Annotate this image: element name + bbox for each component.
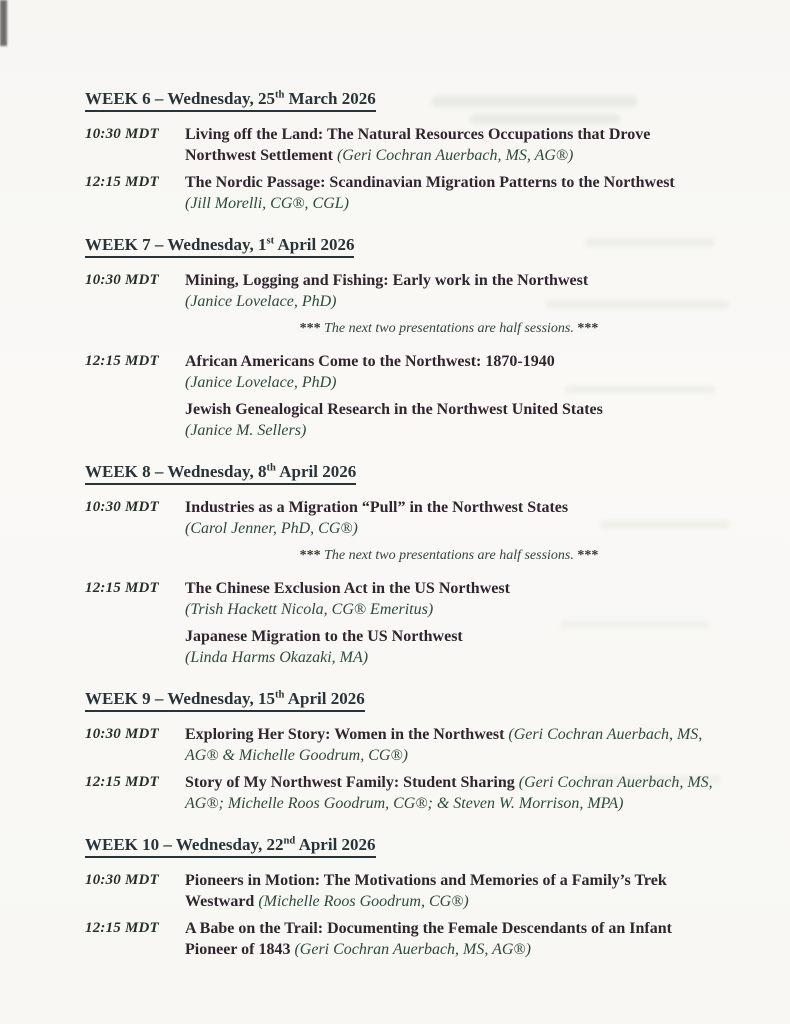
- session-row: [85, 399, 713, 441]
- session-time: 10:30 MDT: [85, 499, 159, 515]
- week-section-8: [85, 461, 713, 668]
- session-title: Japanese Migration to the US Northwest: [185, 628, 463, 645]
- week-heading: [85, 88, 713, 112]
- heading-text: April 2026: [295, 835, 376, 854]
- heading-text: WEEK 6 – Wednesday, 25: [85, 89, 276, 108]
- session-entry: [185, 772, 713, 814]
- session-title: Pioneers in Motion: The Motivations and Memories of a Family’s Trek Westward: [185, 872, 667, 910]
- session-entry: [185, 870, 713, 912]
- week-heading: [85, 834, 713, 858]
- session-title: A Babe on the Trail: Documenting the Female Descendants of an Infant Pioneer of 1843: [185, 920, 672, 958]
- half-session-note: [185, 318, 713, 339]
- session-title: Living off the Land: The Natural Resources Occupations that Drove Northwest Settlement: [185, 126, 651, 164]
- heading-text: March 2026: [284, 89, 376, 108]
- session-title: The Nordic Passage: Scandinavian Migration Patterns to the Northwest: [185, 174, 675, 191]
- time-spacer: [85, 318, 185, 339]
- week-section-6: [85, 88, 713, 214]
- session-time: 10:30 MDT: [85, 126, 159, 142]
- session-title: Story of My Northwest Family: Student Sharing: [185, 774, 515, 791]
- session-row: [85, 724, 713, 766]
- week-section-9: [85, 688, 713, 814]
- session-time: 10:30 MDT: [85, 272, 159, 288]
- time-spacer: [85, 545, 185, 566]
- heading-ordinal: th: [266, 462, 276, 474]
- session-entry: [185, 270, 713, 312]
- heading-ordinal: th: [275, 689, 285, 701]
- heading-text: WEEK 10 – Wednesday, 22: [85, 835, 284, 854]
- session-row: [85, 626, 713, 668]
- session-time: 12:15 MDT: [85, 920, 159, 936]
- session-entry: [185, 351, 713, 393]
- session-time: 12:15 MDT: [85, 174, 159, 190]
- heading-text: April 2026: [284, 689, 365, 708]
- session-title: The Chinese Exclusion Act in the US Northwest: [185, 580, 510, 597]
- session-presenter: (Jill Morelli, CG®, CGL): [185, 195, 349, 212]
- session-row: [85, 772, 713, 814]
- half-session-note: [185, 545, 713, 566]
- heading-text: April 2026: [275, 462, 357, 481]
- note-stars: ***: [577, 321, 599, 336]
- heading-ordinal: th: [275, 89, 285, 101]
- heading-ordinal: nd: [283, 835, 296, 847]
- heading-ordinal: st: [266, 235, 275, 247]
- session-row: [85, 172, 713, 214]
- session-row: [85, 578, 713, 620]
- session-entry: [185, 497, 713, 539]
- session-title: African Americans Come to the Northwest: 1870-1940: [185, 353, 555, 370]
- session-title: Industries as a Migration “Pull” in the Northwest States: [185, 499, 569, 516]
- session-row: [85, 124, 713, 166]
- heading-text: WEEK 8 – Wednesday, 8: [85, 462, 267, 481]
- session-presenter: (Janice M. Sellers): [185, 422, 307, 439]
- session-presenter: (Janice Lovelace, PhD): [185, 293, 337, 310]
- session-entry: [185, 124, 713, 166]
- session-entry: [185, 724, 713, 766]
- week-section-7: [85, 234, 713, 441]
- note-stars: ***: [299, 321, 321, 336]
- session-presenter: (Geri Cochran Auerbach, MS, AG®): [294, 941, 531, 958]
- week-heading: [85, 461, 713, 485]
- session-presenter: (Linda Harms Okazaki, MA): [185, 649, 369, 666]
- half-session-note-row: [85, 545, 713, 566]
- note-stars: ***: [577, 548, 599, 563]
- scan-edge-artifact: [0, 0, 7, 46]
- session-entry: [185, 399, 713, 441]
- session-presenter: (Geri Cochran Auerbach, MS, AG® & Michelle Goodrum, CG®): [185, 726, 703, 764]
- time-spacer: [85, 626, 185, 668]
- session-entry: [185, 578, 713, 620]
- time-spacer: [85, 399, 185, 441]
- session-entry: [185, 172, 713, 214]
- session-presenter: (Michelle Roos Goodrum, CG®): [258, 893, 469, 910]
- session-presenter: (Geri Cochran Auerbach, MS, AG®; Michelle Roos Goodrum, CG®; & Steven W. Morrison, MPA): [185, 774, 713, 812]
- session-entry: [185, 626, 713, 668]
- session-presenter: (Trish Hackett Nicola, CG® Emeritus): [185, 601, 434, 618]
- session-presenter: (Carol Jenner, PhD, CG®): [185, 520, 358, 537]
- session-row: [85, 870, 713, 912]
- session-entry: [185, 918, 713, 960]
- note-text: The next two presentations are half sessions.: [324, 548, 574, 563]
- half-session-note-row: [85, 318, 713, 339]
- session-time: 10:30 MDT: [85, 726, 159, 742]
- session-presenter: (Janice Lovelace, PhD): [185, 374, 337, 391]
- week-heading: [85, 234, 713, 258]
- session-row: [85, 270, 713, 312]
- week-heading: [85, 688, 713, 712]
- session-title: Mining, Logging and Fishing: Early work in the Northwest: [185, 272, 589, 289]
- note-stars: ***: [299, 548, 321, 563]
- heading-text: WEEK 9 – Wednesday, 15: [85, 689, 276, 708]
- session-title: Exploring Her Story: Women in the Northwest: [185, 726, 505, 743]
- session-row: [85, 497, 713, 539]
- note-text: The next two presentations are half sessions.: [324, 321, 574, 336]
- heading-text: April 2026: [274, 235, 355, 254]
- session-time: 12:15 MDT: [85, 353, 159, 369]
- session-time: 12:15 MDT: [85, 580, 159, 596]
- session-title: Jewish Genealogical Research in the Northwest United States: [185, 401, 603, 418]
- session-presenter: (Geri Cochran Auerbach, MS, AG®): [336, 147, 574, 164]
- session-row: [85, 351, 713, 393]
- session-time: 12:15 MDT: [85, 774, 159, 790]
- session-time: 10:30 MDT: [85, 872, 159, 888]
- week-section-10: [85, 834, 713, 960]
- heading-text: WEEK 7 – Wednesday, 1: [85, 235, 267, 254]
- session-row: [85, 918, 713, 960]
